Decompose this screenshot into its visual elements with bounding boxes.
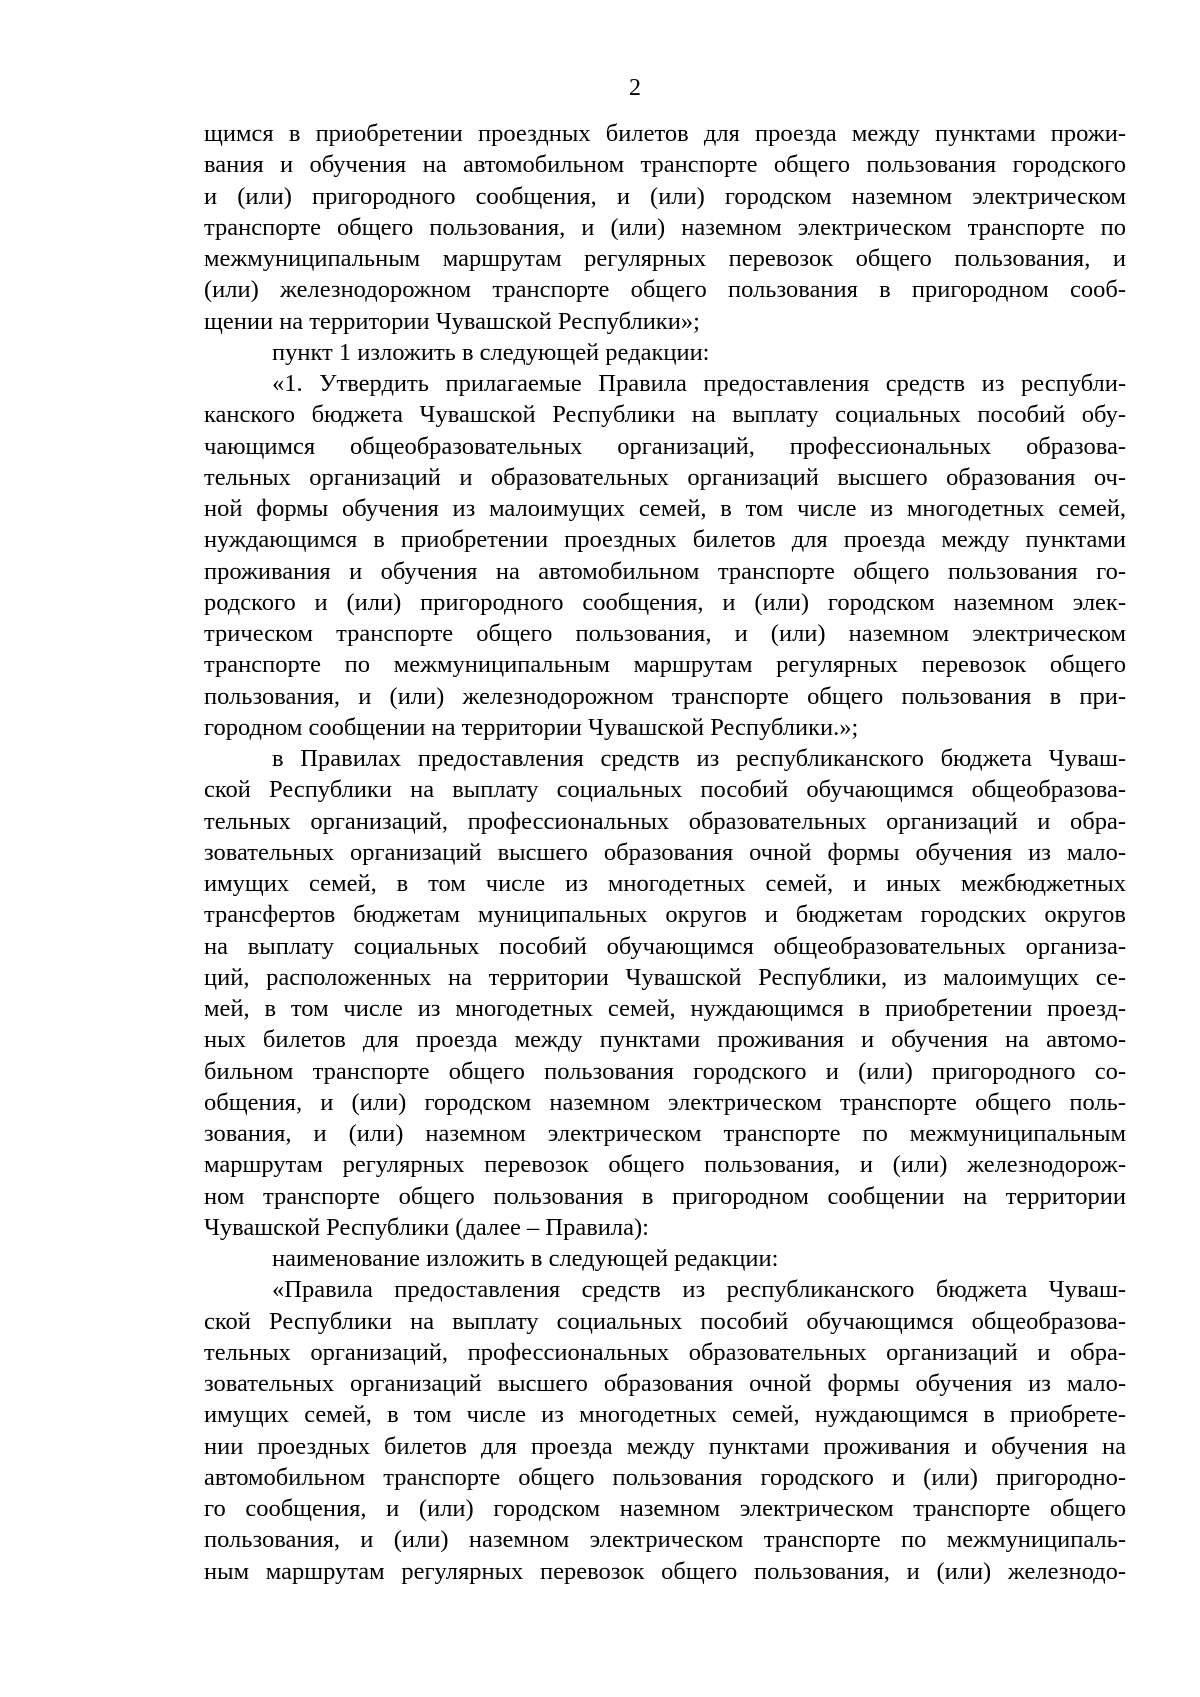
text-line: маршрутам регулярных перевозок общего пользования, и (или) железнодорож- xyxy=(204,1151,1126,1179)
text-line: (или) железнодорожном транспорте общего пользования в пригородном сооб- xyxy=(204,276,1126,304)
text-line: трическом транспорте общего пользования, и (или) наземном электрическом xyxy=(204,620,1126,647)
text-line: автомобильном транспорте общего пользования городского и (или) пригородно- xyxy=(204,1463,1126,1491)
text-line: нуждающимся в приобретении проездных билетов для проезда между пунктами xyxy=(204,526,1126,554)
text-line: в Правилах предоставления средств из республиканского бюджета Чуваш- xyxy=(272,745,1126,772)
text-line: пункт 1 изложить в следующей редакции: xyxy=(272,338,710,366)
text-line: щимся в приобретении проездных билетов для проезда между пунктами прожи- xyxy=(204,120,1126,147)
text-line: ций, расположенных на территории Чувашской Республики, из малоимущих се- xyxy=(204,963,1126,991)
text-line: «Правила предоставления средств из республиканского бюджета Чуваш- xyxy=(272,1276,1126,1304)
text-line: тельных организаций, профессиональных образовательных организаций и обра- xyxy=(204,807,1126,835)
text-line: Чувашской Республики (далее – Правила): xyxy=(204,1213,649,1241)
text-line: тельных организаций и образовательных организаций высшего образования оч- xyxy=(204,463,1126,491)
text-line: «1. Утвердить прилагаемые Правила предоставления средств из республи- xyxy=(272,370,1126,397)
text-line: нии проездных билетов для проезда между пунктами проживания и обучения на xyxy=(204,1432,1126,1460)
text-line: родского и (или) пригородного сообщения, и (или) городском наземном элек- xyxy=(204,588,1126,616)
text-line: ным маршрутам регулярных перевозок общего пользования, и (или) железнодо- xyxy=(204,1557,1126,1585)
text-line: ном транспорте общего пользования в пригородном сообщении на территории xyxy=(204,1182,1126,1210)
text-line: канского бюджета Чувашской Республики на выплату социальных пособий обу- xyxy=(204,401,1126,429)
text-line: общения, и (или) городском наземном электрическом транспорте общего поль- xyxy=(204,1088,1126,1116)
text-line: имущих семей, в том числе из многодетных семей, и иных межбюджетных xyxy=(204,870,1126,897)
text-line: ных билетов для проезда между пунктами проживания и обучения на автомо- xyxy=(204,1026,1126,1054)
text-line: вания и обучения на автомобильном транспорте общего пользования городского xyxy=(204,151,1126,179)
text-line: ной формы обучения из малоимущих семей, в том числе из многодетных семей, xyxy=(204,495,1126,522)
body-text xyxy=(204,118,1126,1587)
text-line: бильном транспорте общего пользования городского и (или) пригородного со- xyxy=(204,1057,1126,1085)
text-line: транспорте общего пользования, и (или) наземном электрическом транспорте по xyxy=(204,213,1126,241)
text-line: пользования, и (или) наземном электрическом транспорте по межмуниципаль- xyxy=(204,1526,1126,1554)
text-line: наименование изложить в следующей редакции: xyxy=(272,1245,779,1272)
text-line: тельных организаций, профессиональных образовательных организаций и обра- xyxy=(204,1338,1126,1366)
page-number: 2 xyxy=(629,75,641,101)
text-line: мей, в том числе из многодетных семей, нуждающимся в приобретении проезд- xyxy=(204,995,1126,1022)
text-line: проживания и обучения на автомобильном транспорте общего пользования го- xyxy=(204,557,1126,585)
text-line: городном сообщении на территории Чувашской Республики.»; xyxy=(204,713,859,741)
text-line: имущих семей, в том числе из многодетных семей, нуждающимся в приобрете- xyxy=(204,1401,1126,1429)
text-line: на выплату социальных пособий обучающимся общеобразовательных организа- xyxy=(204,932,1126,960)
text-line: трансфертов бюджетам муниципальных округов и бюджетам городских округов xyxy=(204,901,1126,929)
text-line: зовательных организаций высшего образования очной формы обучения из мало- xyxy=(204,1370,1126,1397)
text-line: и (или) пригородного сообщения, и (или) городском наземном электрическом xyxy=(204,182,1126,210)
text-line: зования, и (или) наземном электрическом транспорте по межмуниципальным xyxy=(204,1120,1126,1147)
text-line: зовательных организаций высшего образования очной формы обучения из мало- xyxy=(204,838,1126,866)
text-line: ской Республики на выплату социальных пособий обучающимся общеобразова- xyxy=(204,776,1126,804)
text-line: щении на территории Чувашской Республики»; xyxy=(204,307,700,335)
text-line: ской Республики на выплату социальных пособий обучающимся общеобразова- xyxy=(204,1307,1126,1335)
text-line: транспорте по межмуниципальным маршрутам регулярных перевозок общего xyxy=(204,651,1126,679)
text-line: чающимся общеобразовательных организаций, профессиональных образова- xyxy=(204,432,1126,460)
text-line: межмуниципальным маршрутам регулярных перевозок общего пользования, и xyxy=(204,245,1126,272)
text-line: пользования, и (или) железнодорожном транспорте общего пользования в при- xyxy=(204,682,1126,710)
text-line: го сообщения, и (или) городском наземном электрическом транспорте общего xyxy=(204,1495,1126,1522)
